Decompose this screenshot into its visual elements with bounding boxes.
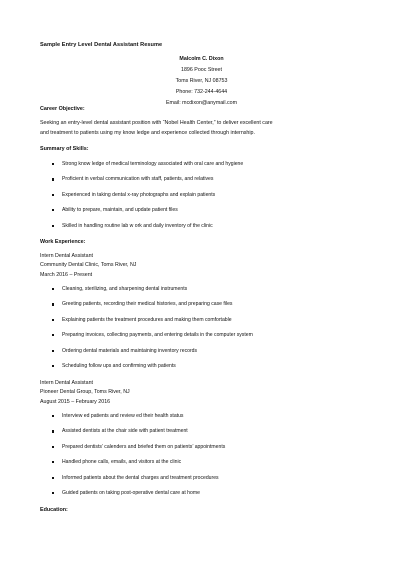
list-item: Proficient in verbal communication with staff, patients, and relatives — [52, 175, 372, 190]
document-title: Sample Entry Level Dental Assistant Resume — [40, 42, 163, 48]
contact-address-line1: 1896 Pooc Street — [181, 67, 222, 73]
list-item: Assisted dentists at the chair side with patient treatment — [52, 427, 372, 442]
objective-heading: Career Objective: — [40, 106, 85, 112]
job-title: Intern Dental Assistant — [40, 253, 93, 259]
education-heading: Education: — [40, 507, 68, 513]
job-dates: March 2016 – Present — [40, 271, 93, 278]
list-item: Experienced in taking dental x-ray photographs and explain patients — [52, 191, 372, 206]
list-item: Ability to prepare, maintain, and update patient files — [52, 206, 372, 221]
contact-email: Email: mcdixon@anymail.com — [165, 100, 238, 106]
experience-heading: Work Experience: — [40, 239, 86, 245]
contact-block — [0, 54, 403, 109]
job-title: Intern Dental Assistant — [40, 380, 93, 386]
list-item: Scheduling follow ups and confirming with patients — [52, 362, 372, 377]
list-item: Informed patients about the dental charges and treatment procedures — [52, 474, 372, 489]
list-item: Preparing invoices, collecting payments, and entering details in the computer system — [52, 331, 372, 346]
list-item: Skilled in handling routine lab w ork and daily inventory of the clinic — [52, 222, 372, 237]
objective-line: Seeking an entry-level dental assistant position with “Nobel Health Center,” to deliver excellent care — [40, 120, 273, 126]
list-item: Prepared dentists’ calenders and briefed them on patients’ appointments — [52, 443, 372, 458]
job-dates: August 2015 – February 2016 — [40, 398, 111, 405]
list-item: Guided patients on taking post-operative dental care at home — [52, 489, 372, 504]
list-item: Strong know ledge of medical terminology associated with oral care and hygiene — [52, 160, 372, 175]
job-duties-list — [52, 285, 372, 377]
contact-address-line2: Toms River, NJ 08753 — [175, 78, 228, 84]
list-item: Greeting patients, recording their medical histories, and preparing case files — [52, 300, 372, 315]
objective-text — [40, 119, 370, 138]
objective-line: and treatment to patients using my know ledge and experience collected through internship. — [40, 129, 255, 136]
list-item: Cleaning, sterilizing, and sharpening dental instruments — [52, 285, 372, 300]
contact-name: Malcolm C. Dixon — [179, 56, 224, 62]
list-item: Interview ed patients and review ed their health status — [52, 412, 372, 427]
list-item: Explaining patients the treatment procedures and making them comfortable — [52, 316, 372, 331]
job-header — [40, 379, 130, 407]
job-company: Pioneer Dental Group, Toms River, NJ — [40, 389, 130, 396]
job-header — [40, 252, 136, 280]
job-company: Community Dental Clinic, Toms River, NJ — [40, 262, 137, 269]
list-item: Ordering dental materials and maintaining inventory records — [52, 347, 372, 362]
job-duties-list — [52, 412, 372, 504]
contact-phone: Phone: 732-244-4644 — [175, 89, 228, 95]
skills-list — [52, 160, 372, 237]
list-item: Handled phone calls, emails, and visitors at the clinic — [52, 458, 372, 473]
skills-heading: Summary of Skills: — [40, 146, 89, 152]
